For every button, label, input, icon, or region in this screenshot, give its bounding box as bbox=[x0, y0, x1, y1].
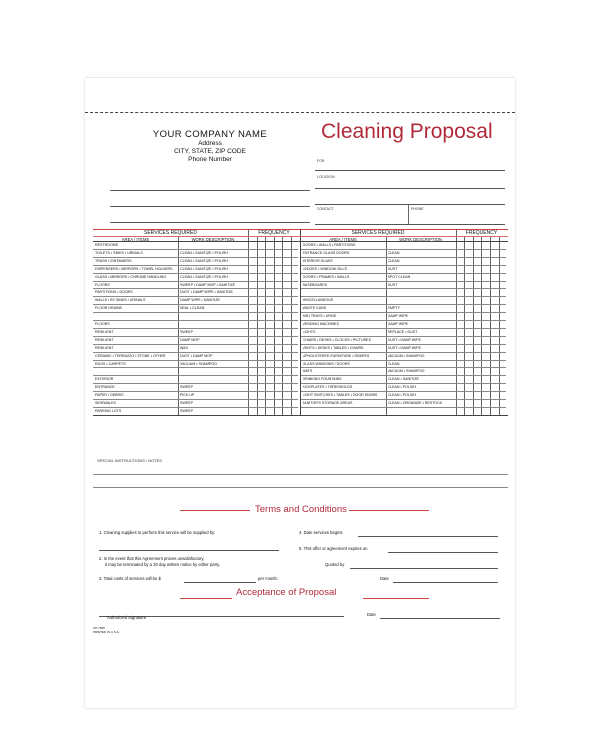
work-description-cell: VACUUM • SHAMPOO bbox=[180, 361, 217, 366]
for-field[interactable] bbox=[315, 170, 505, 171]
work-description-cell: CLEAN • SANITIZE • POLISH bbox=[180, 266, 228, 271]
work-description-cell: SWEEP • DAMP MOP • SANITIZE bbox=[180, 282, 236, 287]
frequency-column-divider bbox=[265, 236, 266, 415]
frequency-column-divider bbox=[274, 236, 275, 415]
acceptance-date-field[interactable] bbox=[380, 618, 500, 619]
area-item-cell: ENTRANCE bbox=[95, 385, 115, 390]
area-item-cell: GLASS • MIRRORS • CHROME HANDLING bbox=[95, 274, 167, 279]
work-description-cell: CLEAN • POLISH bbox=[387, 385, 416, 390]
term-3a: 3. Total costs of services will be $ bbox=[99, 576, 161, 581]
for-label: FOR bbox=[317, 159, 325, 163]
area-item-cell: ENTRANCE GLASS DOORS bbox=[302, 250, 350, 255]
blank-line bbox=[110, 222, 310, 223]
work-description-cell: CLEAN • SANITIZE • POLISH bbox=[180, 250, 228, 255]
red-rule bbox=[363, 598, 429, 599]
work-description-cell: CLEAN bbox=[387, 361, 400, 366]
notes-line bbox=[93, 487, 508, 488]
area-item-cell: GLASS WINDOWS / DOORS bbox=[302, 361, 350, 366]
work-description-cell: CLEAN • POLISH bbox=[387, 393, 416, 398]
frequency-column-divider bbox=[499, 236, 500, 415]
frequency-column-divider bbox=[490, 236, 491, 415]
term-2b: it may be terminated by a 30 day written notice by either party. bbox=[105, 562, 221, 567]
signature-label: Authorized Signature bbox=[107, 615, 147, 620]
frequency-column-divider bbox=[464, 236, 465, 415]
column-divider bbox=[386, 236, 387, 415]
area-item-cell: KICKPLATES • THRESHOLDS bbox=[302, 385, 353, 390]
frequency-header: FREQUENCY bbox=[258, 230, 290, 236]
frequency-column-divider bbox=[282, 236, 283, 415]
term-5: 5. This offer or agreement expires on bbox=[299, 546, 368, 551]
notes-line bbox=[93, 474, 508, 475]
frequency-column-divider bbox=[291, 236, 292, 415]
frequency-header: FREQUENCY bbox=[465, 230, 498, 236]
area-item-cell: RUGS • CARPETS bbox=[95, 361, 126, 366]
form-title: Cleaning Proposal bbox=[321, 120, 493, 143]
contact-field[interactable] bbox=[315, 224, 505, 225]
blank-line bbox=[110, 206, 310, 207]
table-bottom-rule bbox=[93, 415, 508, 416]
terms-title: Terms and Conditions bbox=[255, 504, 347, 515]
work-description-cell: SEAL • CLEAN bbox=[180, 306, 205, 311]
company-block bbox=[125, 129, 295, 164]
work-description-cell: CLEAN • SANITIZE • POLISH bbox=[180, 258, 228, 263]
work-description-cell: CLEAN • ORGANIZE • RESTOCK bbox=[387, 401, 443, 405]
contact-divider bbox=[408, 205, 409, 224]
area-item-cell: FLOOR DRAINS bbox=[95, 306, 122, 311]
row-divider bbox=[301, 407, 506, 408]
dashed-tear-line bbox=[85, 112, 515, 113]
quote-date-field[interactable] bbox=[393, 582, 498, 583]
quote-date-label: Date bbox=[380, 576, 389, 581]
area-item-cell: INTERIOR GLASS bbox=[302, 258, 333, 263]
area-item-cell: DISPENSERS • MIRRORS • TOWEL HOLDERS bbox=[95, 266, 173, 271]
area-item-cell: EXTERIOR bbox=[95, 377, 114, 382]
term-4: 4. Date services begins bbox=[299, 530, 343, 535]
work-description-cell: DUST bbox=[387, 266, 398, 271]
location-field[interactable] bbox=[315, 188, 505, 189]
work-description-cell: DUST • DAMP WIPE bbox=[387, 345, 421, 350]
work-description-cell: EMPTY bbox=[387, 306, 400, 311]
work-description-cell: DUST • DAMP MOP bbox=[180, 353, 213, 358]
red-rule bbox=[180, 510, 250, 511]
work-description-cell: DUST bbox=[387, 282, 398, 287]
area-item-cell: LIGHTS bbox=[302, 329, 316, 334]
row-divider bbox=[93, 312, 298, 313]
work-description-cell: DAMP MOP bbox=[180, 337, 200, 342]
quoted-by-label: Quoted by bbox=[325, 562, 345, 567]
proposal-form bbox=[85, 78, 515, 708]
area-item-cell: RESTROOMS bbox=[95, 243, 119, 247]
area-item-cell: PARKING LOTS bbox=[95, 408, 122, 413]
work-description-cell: CLEAN • SANITIZE • POLISH bbox=[180, 274, 228, 279]
area-items-header: AREA / ITEMS bbox=[121, 237, 150, 242]
special-instructions-label: SPECIAL INSTRUCTIONS / NOTES bbox=[97, 458, 162, 463]
work-description-cell: DUST • DAMP WIPE • SANITIZE bbox=[180, 290, 233, 295]
area-item-cell: FLOORS bbox=[95, 282, 110, 287]
area-items-header: AREA / ITEMS bbox=[329, 237, 357, 242]
work-description-cell: SWEEP bbox=[180, 408, 193, 413]
work-description-cell: VACUUM • SHAMPOO bbox=[387, 353, 425, 358]
phone-label: PHONE bbox=[411, 207, 424, 211]
work-description-cell: DAMP WIPE • SANITIZE bbox=[180, 298, 220, 303]
services-required-header: SERVICES REQUIRED bbox=[351, 230, 405, 236]
location-label: LOCATION bbox=[317, 175, 335, 179]
work-description-cell: DAMP WIPE bbox=[387, 322, 409, 326]
blank-line bbox=[110, 190, 310, 191]
area-item-cell: CERAMIC • TERRAZZO • STONE • OTHER bbox=[95, 353, 166, 358]
area-item-cell: DOORS • FRAMES • WALLS bbox=[302, 274, 350, 279]
services-required-header: SERVICES REQUIRED bbox=[144, 230, 197, 236]
area-item-cell: VENTS • DESKS • TABLES • CHAIRS bbox=[302, 345, 364, 350]
term-2a: 2. In the event that this Agreement proves unsatisfactory, bbox=[99, 556, 205, 561]
cost-field[interactable] bbox=[184, 582, 256, 583]
start-date-field[interactable] bbox=[358, 536, 498, 537]
area-item-cell: DRINKING FOUNTAINS bbox=[302, 377, 342, 382]
acceptance-date-label: Date bbox=[367, 612, 376, 617]
acceptance-title: Acceptance of Proposal bbox=[236, 587, 337, 598]
company-city: CITY, STATE, ZIP CODE bbox=[174, 148, 246, 155]
area-item-cell: FLOORS bbox=[95, 322, 110, 326]
area-item-cell: JANITOR'S STORAGE AREAS bbox=[302, 401, 353, 405]
header-bottom-rule bbox=[93, 241, 508, 242]
work-description-cell: SWEEP bbox=[180, 329, 193, 334]
area-item-cell: WASTE CANS bbox=[302, 306, 327, 311]
frequency-column-divider bbox=[481, 236, 482, 415]
area-item-cell: CHAIRS • DESKS • CLOCKS • PICTURES bbox=[302, 337, 371, 342]
area-item-cell: WALLS • BY SINKS / URINALS bbox=[95, 298, 146, 303]
area-item-cell: MISCELLANEOUS bbox=[302, 298, 334, 303]
company-address: Address bbox=[198, 140, 222, 147]
header-rule bbox=[93, 236, 508, 237]
frequency-column-divider bbox=[257, 236, 258, 415]
column-divider bbox=[178, 236, 179, 415]
area-item-cell: SIDEWALKS bbox=[95, 401, 116, 405]
company-phone: Phone Number bbox=[188, 156, 232, 163]
work-description-cell: REPLACE • DUST bbox=[387, 329, 418, 334]
area-item-cell: TRASH CONTAINERS bbox=[95, 258, 132, 263]
area-item-cell: RESILIENT bbox=[95, 337, 114, 342]
area-item-cell: RESILIENT bbox=[95, 329, 114, 334]
expiry-field[interactable] bbox=[388, 552, 498, 553]
area-item-cell: BASEBOARDS bbox=[302, 282, 328, 287]
row-divider bbox=[93, 367, 298, 368]
work-description-cell: CLEAN • SANITIZE bbox=[387, 377, 419, 382]
contact-label: CONTACT bbox=[317, 207, 334, 211]
work-description-cell: PICK UP bbox=[180, 393, 195, 398]
form-code: CP-7845 bbox=[93, 626, 105, 630]
area-item-cell: ASH TRAYS • URNS bbox=[302, 314, 336, 319]
location-field-2[interactable] bbox=[315, 204, 505, 205]
area-item-cell: UPHOLSTERED FURNITURE • DRAPES bbox=[302, 353, 370, 358]
supplies-field[interactable] bbox=[99, 550, 279, 551]
center-divider bbox=[300, 229, 301, 415]
work-description-header: WORK DESCRIPTION bbox=[399, 237, 442, 242]
work-description-cell: CLEAN bbox=[387, 250, 400, 255]
red-rule bbox=[349, 510, 429, 511]
work-description-cell: VACUUM • SHAMPOO bbox=[387, 369, 425, 374]
printed-note: PRINTED IN U.S.A. bbox=[93, 630, 120, 634]
area-item-cell: TOILETS • SINKS • URINALS bbox=[95, 250, 143, 255]
work-description-cell: SPOT CLEAN bbox=[387, 274, 411, 279]
row-divider bbox=[301, 288, 506, 289]
area-item-cell: PAPER • DEBRIS bbox=[95, 393, 124, 398]
red-rule bbox=[180, 598, 232, 599]
work-description-cell: DAMP WIPE bbox=[387, 314, 409, 319]
frequency-column-divider bbox=[473, 236, 474, 415]
area-item-cell: LEDGES • WINDOW SILLS bbox=[302, 266, 347, 271]
area-item-cell: RESILIENT bbox=[95, 345, 114, 350]
work-description-header: WORK DESCRIPTION bbox=[191, 237, 235, 242]
quoted-by-field[interactable] bbox=[350, 568, 498, 569]
area-item-cell: DOORS • WALLS • PARTITIONS bbox=[302, 243, 356, 247]
area-item-cell: VENDING MACHINES bbox=[302, 322, 339, 326]
area-item-cell: PARTITIONS • DOORS bbox=[95, 290, 133, 295]
term-1: 1. Cleaning supplies to perform this service will be supplied by: bbox=[99, 530, 216, 535]
work-description-cell: DUST • DAMP WIPE bbox=[387, 337, 421, 342]
area-item-cell: LIGHT SWITCHES • TABLES • DOOR KNOBS bbox=[302, 393, 378, 398]
term-3b: per month. bbox=[258, 576, 279, 581]
work-description-cell: SWEEP bbox=[180, 401, 193, 405]
work-description-cell: SWEEP bbox=[180, 385, 193, 390]
area-item-cell: MATS bbox=[302, 369, 313, 374]
work-description-cell: WAX bbox=[180, 345, 189, 350]
work-description-cell: CLEAN bbox=[387, 258, 400, 263]
company-name: YOUR COMPANY NAME bbox=[152, 129, 268, 140]
